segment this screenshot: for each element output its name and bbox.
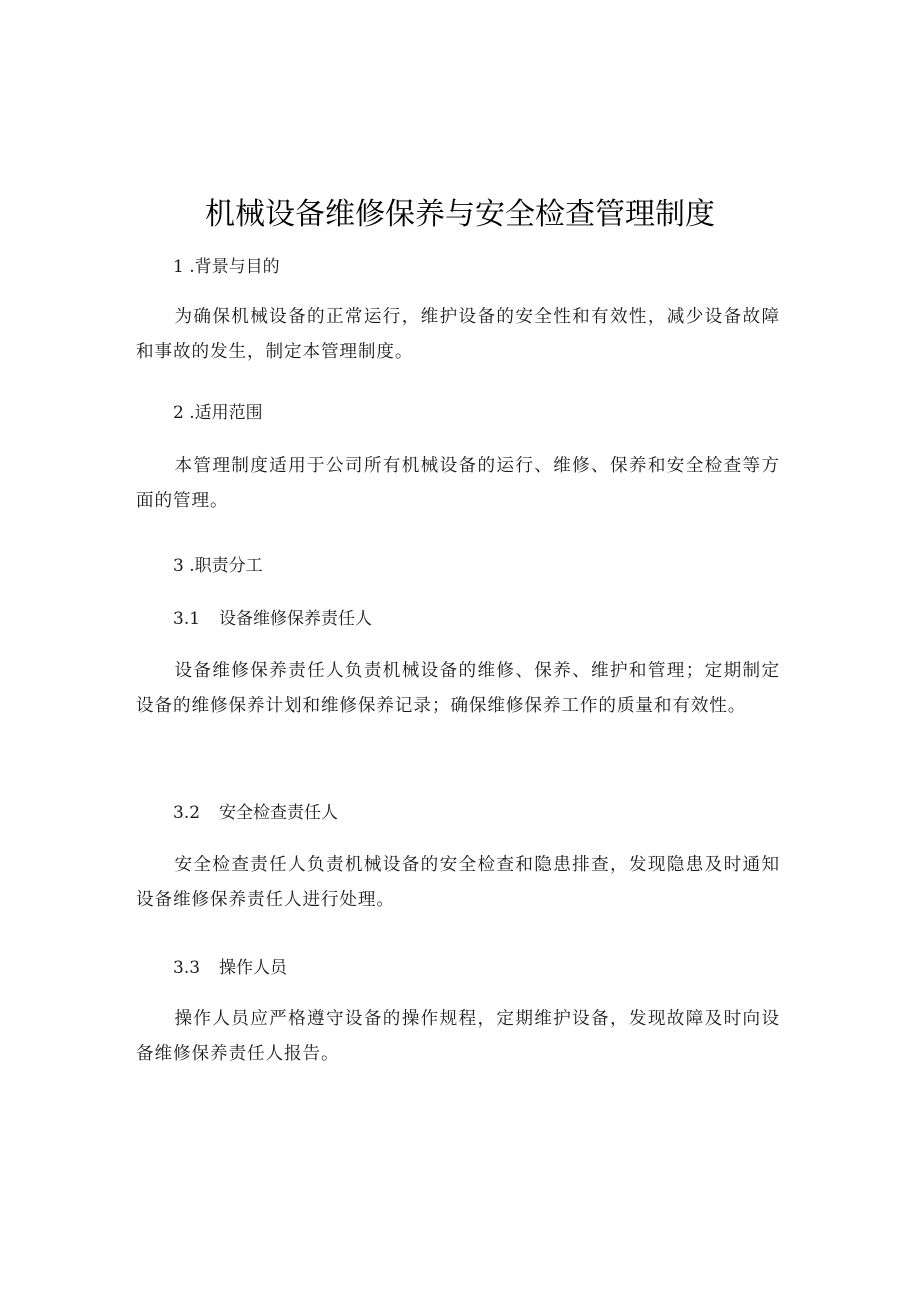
section-2-number: 2 [173, 403, 184, 423]
section-2-paragraph [136, 449, 780, 519]
section-2-text: 本管理制度适用于公司所有机械设备的运行、维修、保养和安全检查等方面的管理。 [136, 456, 780, 511]
subsection-3-3-paragraph [136, 1002, 780, 1072]
subsection-3-3-heading [173, 955, 287, 981]
section-2-title: .适用范围 [183, 403, 263, 423]
subsection-3-2-text: 安全检查责任人负责机械设备的安全检查和隐患排查，发现隐患及时通知设备维修保养责任人进行处理。 [136, 855, 780, 910]
section-1-title: .背景与目的 [183, 257, 280, 277]
section-1-heading [173, 254, 280, 280]
subsection-3-2-heading [173, 800, 338, 826]
section-1-text: 为确保机械设备的正常运行，维护设备的安全性和有效性，减少设备故障和事故的发生，制定本管理制度。 [136, 307, 780, 362]
section-1-paragraph [136, 300, 780, 370]
subsection-3-1-paragraph [136, 654, 780, 724]
subsection-3-3-title: 操作人员 [219, 958, 287, 978]
subsection-3-3-number: 3.3 [173, 958, 201, 978]
subsection-3-1-text: 设备维修保养责任人负责机械设备的维修、保养、维护和管理；定期制定设备的维修保养计划和维修保养记录；确保维修保养工作的质量和有效性。 [136, 661, 780, 716]
section-3-number: 3 [173, 556, 184, 576]
section-1-number: 1 [173, 257, 184, 277]
subsection-3-1-title: 设备维修保养责任人 [219, 609, 372, 629]
subsection-3-2-title: 安全检查责任人 [219, 803, 338, 823]
subsection-3-3-text: 操作人员应严格遵守设备的操作规程，定期维护设备，发现故障及时向设备维修保养责任人报告。 [136, 1009, 780, 1064]
section-2-heading [173, 400, 263, 426]
subsection-3-2-number: 3.2 [173, 803, 201, 823]
document-title: 机械设备维修保养与安全检查管理制度 [205, 197, 715, 232]
subsection-3-2-paragraph [136, 848, 780, 918]
section-3-title: .职责分工 [183, 556, 263, 576]
section-3-heading [173, 553, 263, 579]
subsection-3-1-heading [173, 606, 372, 632]
subsection-3-1-number: 3.1 [173, 609, 201, 629]
